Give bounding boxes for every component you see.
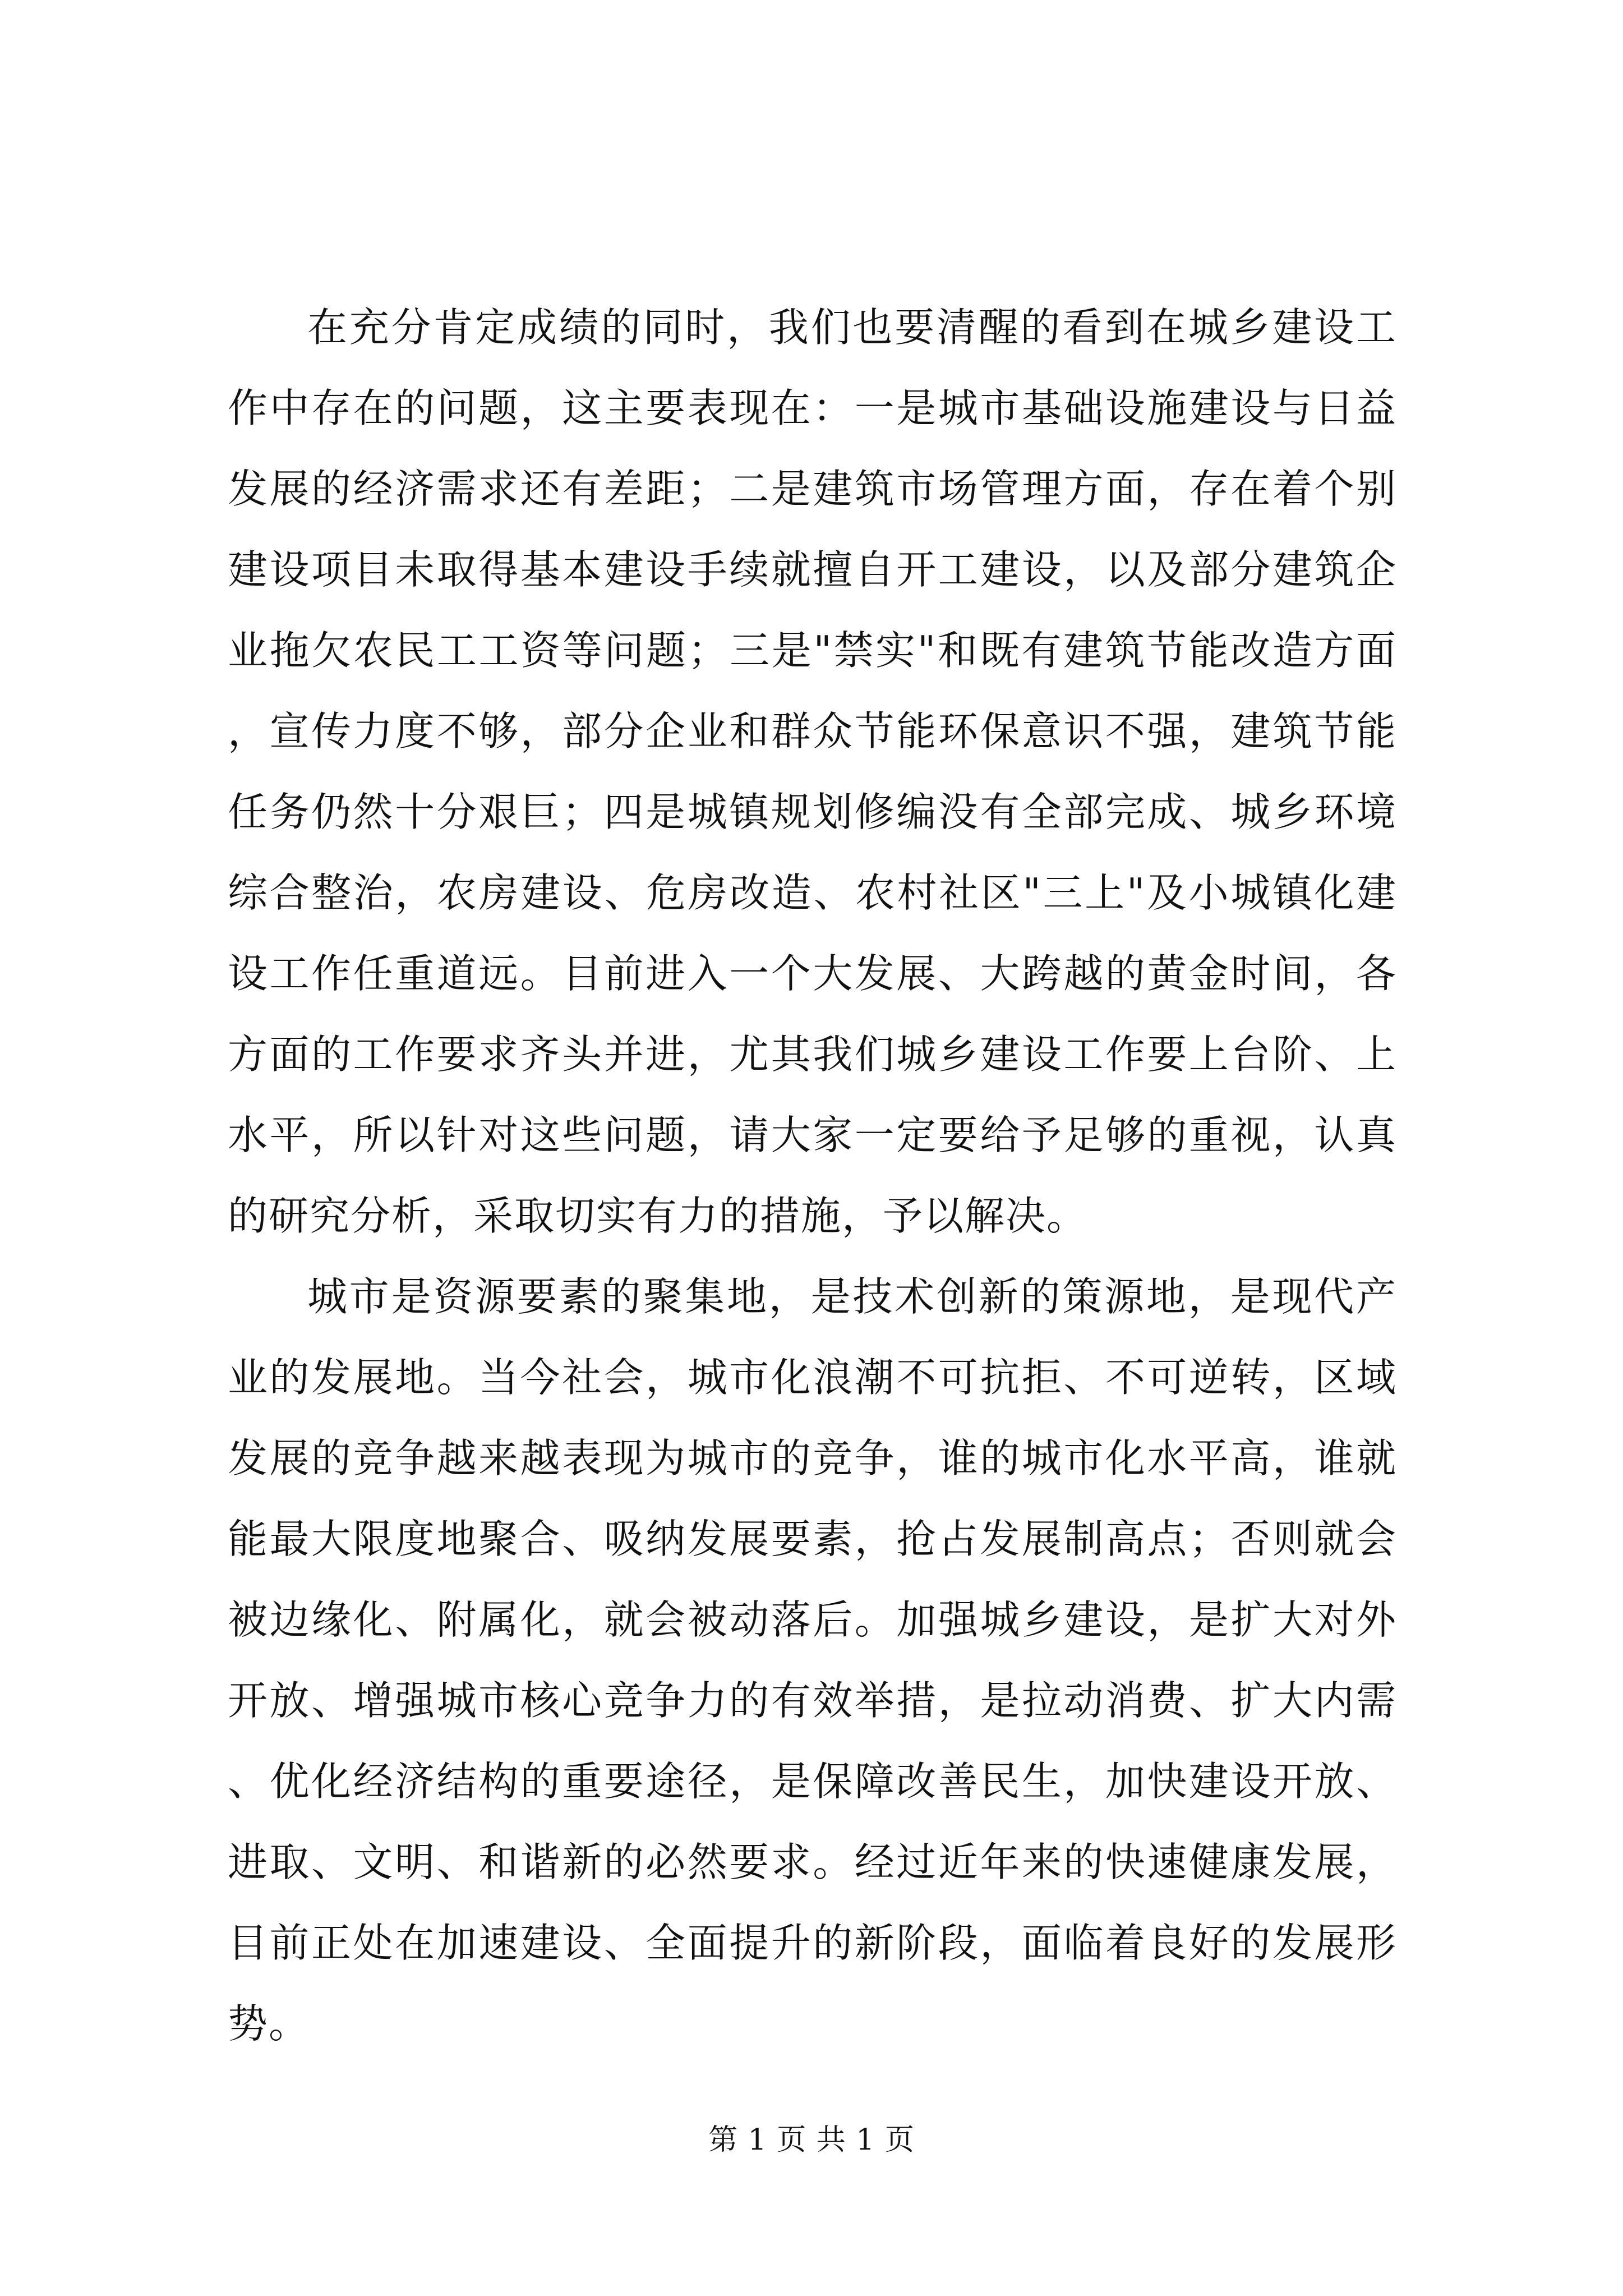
document-body xyxy=(228,287,1397,2064)
paragraph-problems: 在充分肯定成绩的同时，我们也要清醒的看到在城乡建设工作中存在的问题，这主要表现在：一是城市基础设施建设与日益发展的经济需求还有差距；二是建筑市场管理方面，存在着个别建设项目未取得基本建设手续就擅自开工建设，以及部分建筑企业拖欠农民工工资等问题；三是"禁实"和既有建筑节能改造方面，宣传力度不够，部分企业和群众节能环保意识不强，建筑节能任务仍然十分艰巨；四是城镇规划修编没有全部完成、城乡环境综合整治，农房建设、危房改造、农村社区"三上"及小城镇化建设工作任重道远。目前进入一个大发展、大跨越的黄金时间，各方面的工作要求齐头并进，尤其我们城乡建设工作要上台阶、上水平，所以针对这些问题，请大家一定要给予足够的重视，认真的研究分析，采取切实有力的措施，予以解决。 xyxy=(228,304,1397,1239)
page-footer: 第 1 页 共 1 页 xyxy=(708,2123,915,2157)
paragraph-urbanization: 城市是资源要素的聚集地，是技术创新的策源地，是现代产业的发展地。当今社会，城市化浪潮不可抗拒、不可逆转，区域发展的竞争越来越表现为城市的竞争，谁的城市化水平高，谁就能最大限度地聚合、吸纳发展要素，抢占发展制高点；否则就会被边缘化、附属化，就会被动落后。加强城乡建设，是扩大对外开放、增强城市核心竞争力的有效举措，是拉动消费、扩大内需、优化经济结构的重要途径，是保障改善民生，加快建设开放、进取、文明、和谐新的必然要求。经过近年来的快速健康发展，目前正处在加速建设、全面提升的新阶段，面临着良好的发展形势。 xyxy=(228,1273,1397,2047)
